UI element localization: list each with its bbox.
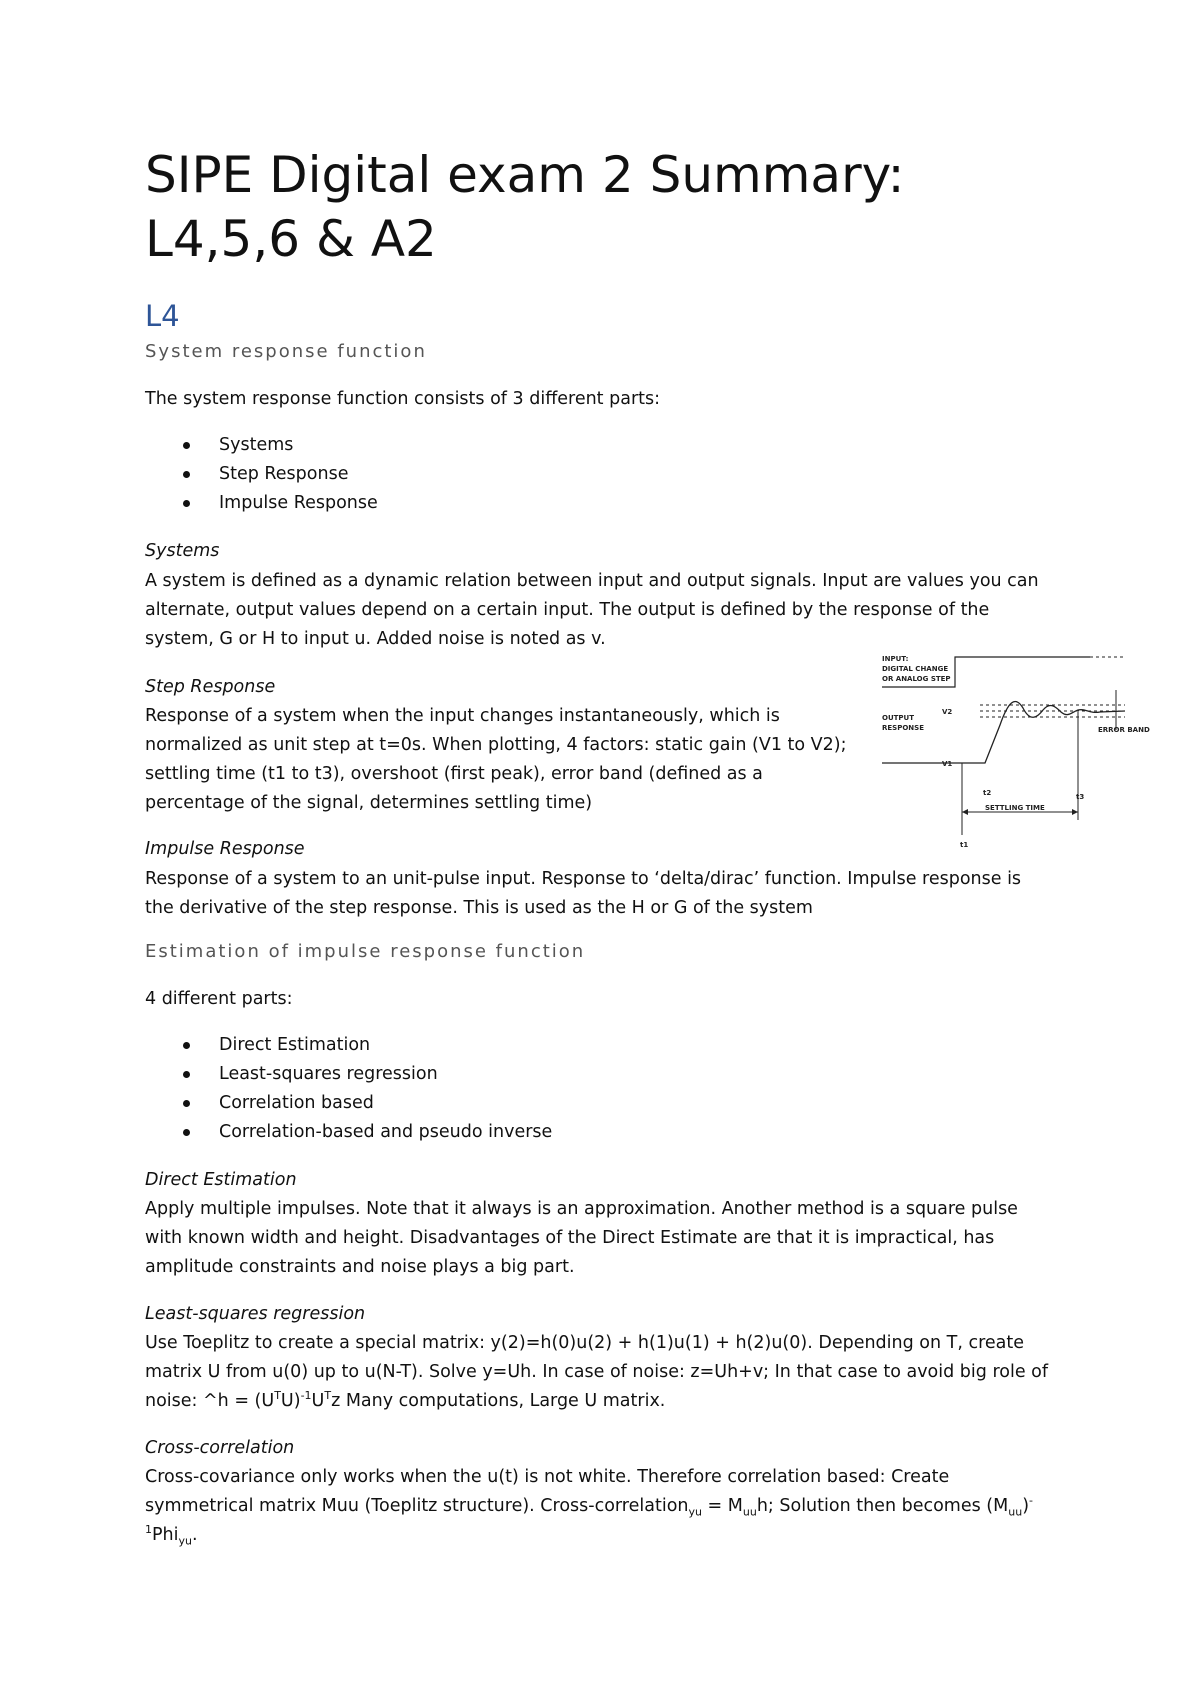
figure-label-t3: t3 <box>1076 793 1085 801</box>
list-eirf-parts <box>145 1031 552 1147</box>
arrow-head-right-icon <box>1072 809 1078 815</box>
list-srf-parts <box>145 431 378 518</box>
paragraph-step-line2: normalized as unit step at t=0s. When plotting, 4 factors: static gain (V1 to V2); <box>145 735 847 755</box>
bullet-icon <box>183 1071 190 1078</box>
bullet-icon <box>183 500 190 507</box>
figure-label-output-1: OUTPUT <box>882 714 914 722</box>
output-response-curve <box>882 702 1125 763</box>
list-item: Impulse Response <box>145 489 378 518</box>
bullet-icon <box>183 1129 190 1136</box>
paragraph-ls-line1: Use Toeplitz to create a special matrix: y(2)=h(0)u(2) + h(1)u(1) + h(2)u(0). Depending on T, create <box>145 1333 1025 1353</box>
bullet-icon <box>183 471 190 478</box>
subtitle-least-squares: Least-squares regression <box>145 1304 366 1324</box>
bullet-icon <box>183 1042 190 1049</box>
bullet-icon <box>183 1100 190 1107</box>
paragraph-systems-line1: A system is defined as a dynamic relation between input and output signals. Input are values you can <box>145 571 1039 591</box>
paragraph-cc-line1: Cross-covariance only works when the u(t) is not white. Therefore correlation based: Create <box>145 1467 950 1487</box>
paragraph-impulse-line2: the derivative of the step response. This is used as the H or G of the system <box>145 898 813 918</box>
paragraph-ls-line3: noise: ^h = $(U^TU)^{-1}U^Tz$ Many computations, Large U matrix. <box>145 1389 666 1411</box>
figure-label-settling-time: SETTLING TIME <box>985 804 1045 812</box>
list-item: Step Response <box>145 460 378 489</box>
figure-label-input-1: INPUT: <box>882 655 909 663</box>
subtitle-step-response: Step Response <box>145 677 276 697</box>
subheading-system-response: System response function <box>145 341 427 362</box>
subtitle-direct-estimation: Direct Estimation <box>145 1170 297 1190</box>
paragraph-srf-intro: The system response function consists of 3 different parts: <box>145 389 661 409</box>
figure-label-output-2: RESPONSE <box>882 724 924 732</box>
paragraph-step-line4: percentage of the signal, determines settling time) <box>145 793 593 813</box>
subheading-estimation: Estimation of impulse response function <box>145 941 586 962</box>
figure-label-error-band: ERROR BAND <box>1098 726 1150 734</box>
list-item: Correlation based <box>145 1089 552 1118</box>
paragraph-direct-line3: amplitude constraints and noise plays a big part. <box>145 1257 575 1277</box>
paragraph-direct-line2: with known width and height. Disadvantages of the Direct Estimate are that it is impractical, has <box>145 1228 995 1248</box>
paragraph-cc-line2: symmetrical matrix Muu (Toeplitz structure). Cross-correlation$_{yu}$ = $M_{uu}h$; Solution then becomes $(M_{uu})^-$ <box>145 1494 1033 1519</box>
paragraph-cc-line3: $^1$Phi$_{yu}$. <box>145 1523 198 1548</box>
figure-label-t1: t1 <box>960 841 969 849</box>
paragraph-eirf-intro: 4 different parts: <box>145 989 293 1009</box>
paragraph-systems-line2: alternate, output values depend on a certain input. The output is defined by the response of the <box>145 600 990 620</box>
figure-label-v2: V2 <box>942 708 953 716</box>
figure-label-input-3: OR ANALOG STEP <box>882 675 951 683</box>
figure-label-input-2: DIGITAL CHANGE <box>882 665 949 673</box>
step-response-figure <box>880 650 1152 855</box>
subtitle-impulse-response: Impulse Response <box>145 839 305 859</box>
paragraph-direct-line1: Apply multiple impulses. Note that it always is an approximation. Another method is a square pulse <box>145 1199 1018 1219</box>
subtitle-systems: Systems <box>145 541 220 561</box>
arrow-head-left-icon <box>962 809 968 815</box>
paragraph-impulse-line1: Response of a system to an unit-pulse input. Response to ‘delta/dirac’ function. Impulse response is <box>145 869 1022 889</box>
list-item: Least-squares regression <box>145 1060 552 1089</box>
paragraph-step-line1: Response of a system when the input changes instantaneously, which is <box>145 706 780 726</box>
list-item: Systems <box>145 431 378 460</box>
subtitle-cross-correlation: Cross-correlation <box>145 1438 295 1458</box>
section-heading-l4: L4 <box>145 299 180 333</box>
document-title: SIPE Digital exam 2 Summary: L4,5,6 & A2 <box>145 146 905 268</box>
paragraph-step-line3: settling time (t1 to t3), overshoot (first peak), error band (defined as a <box>145 764 763 784</box>
list-item: Direct Estimation <box>145 1031 552 1060</box>
list-item: Correlation-based and pseudo inverse <box>145 1118 552 1147</box>
figure-label-v1: V1 <box>942 760 953 768</box>
paragraph-ls-line2: matrix U from u(0) up to u(N-T). Solve y=Uh. In case of noise: z=Uh+v; In that case to avoid big role of <box>145 1362 1049 1382</box>
bullet-icon <box>183 442 190 449</box>
paragraph-systems-line3: system, G or H to input u. Added noise is noted as v. <box>145 629 606 649</box>
figure-label-t2: t2 <box>983 789 992 797</box>
